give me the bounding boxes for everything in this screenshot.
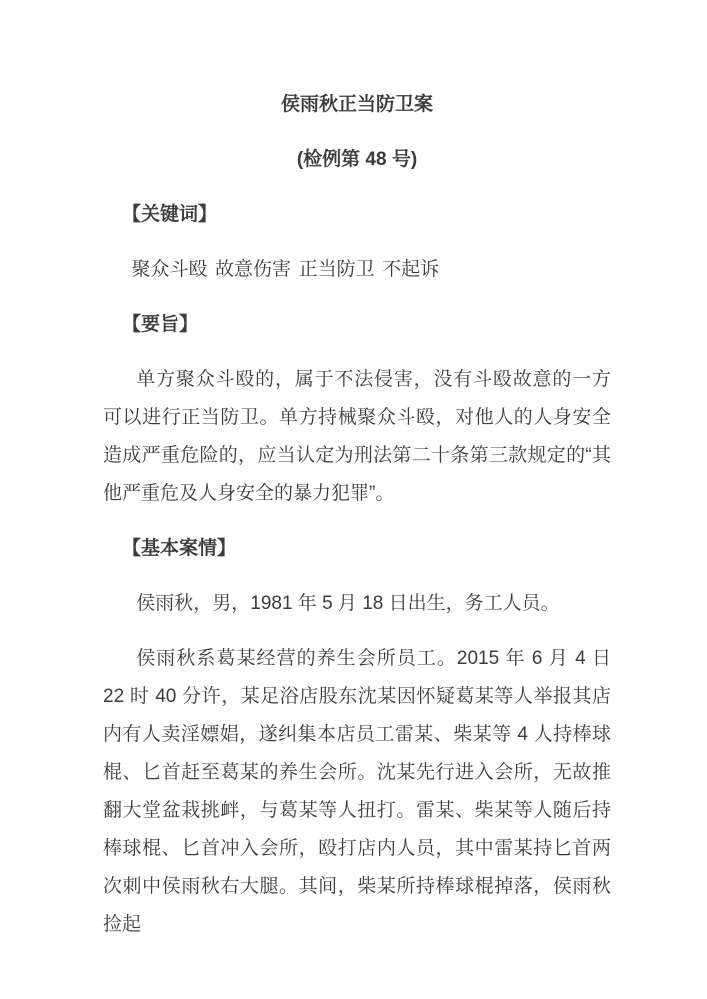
keywords-line: 聚众斗殴 故意伤害 正当防卫 不起诉 bbox=[131, 259, 440, 280]
gist-paragraph: 单方聚众斗殴的，属于不法侵害，没有斗殴故意的一方可以进行正当防卫。单方持械聚众斗殴，对他人的人身安全造成严重危险的，应当认定为刑法第二十条第三款规定的“其他严重危及人身安全的暴力犯罪”。 bbox=[103, 369, 611, 504]
section-heading-basic-facts: 【基本案情】 bbox=[122, 538, 237, 559]
section-heading-keywords: 【关键词】 bbox=[122, 204, 218, 225]
defendant-info-paragraph: 侯雨秋，男，1981 年 5 月 18 日出生，务工人员。 bbox=[136, 593, 560, 614]
case-facts-paragraph: 侯雨秋系葛某经营的养生会所员工。2015 年 6 月 4 日 22 时 40 分许，某足浴店股东沈某因怀疑葛某等人举报其店内有人卖淫嫖娼，遂纠集本店员工雷某、柴某等 4 人持棒球棍、匕首赶至葛某的养生会所。沈某先行进入会所，无故推翻大堂盆栽挑衅，与葛某等人扭打。雷某、柴某等人随后持棒球棍、匕首冲入会所，殴打店内人员，其中雷某持匕首两次刺中侯雨秋右大腿。其间，柴某所持棒球棍掉落，侯雨秋捡起 bbox=[103, 648, 611, 935]
document-title: 侯雨秋正当防卫案 bbox=[280, 94, 433, 115]
section-heading-gist: 【要旨】 bbox=[122, 314, 199, 335]
case-number: (检例第 48 号) bbox=[296, 149, 418, 170]
